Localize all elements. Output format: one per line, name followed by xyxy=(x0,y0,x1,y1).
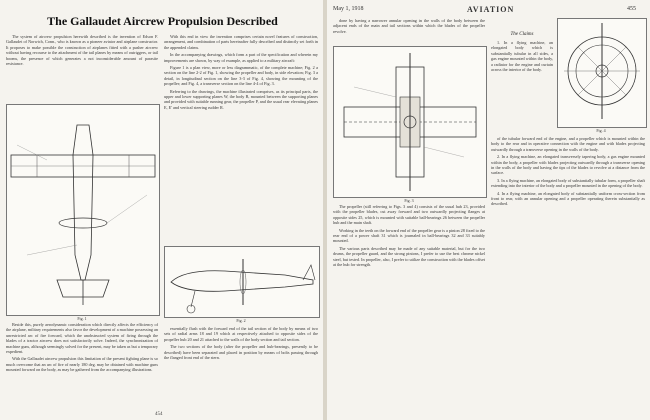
right-column-2-top xyxy=(491,40,553,132)
left-column-1-lower xyxy=(6,322,158,414)
paragraph: With this end in view the invention comprises certain novel features of construction, arrangement, and combination of parts hereinafter fully described and distinctly set forth in the appended claims. xyxy=(164,34,318,50)
paragraph: Working in the teeth on the forward end of the propeller gear is a pinion 28 fixed to the rear end of a power shaft 31 which is journaled in ball-bearings 32 and 33 suitably mounted. xyxy=(333,227,485,244)
figure-3-drawing xyxy=(334,47,486,197)
figure-2-drawing xyxy=(165,247,319,317)
header-title: AVIATION xyxy=(467,5,515,14)
article-title: The Gallaudet Aircrew Propulsion Described xyxy=(47,14,278,28)
header-page-number: 455 xyxy=(627,6,636,12)
paragraph: The various parts described may be made of any suitable material, but for the two drums, the propeller guard, and the strong pinions, I prefer to use the best chrome nickel steel, but tested. In propeller, also, I prefer to utilize the construction with the blades offset at the hub for strength. xyxy=(333,245,485,268)
paragraph: Referring to the drawings, the machine illustrated comprises, as its principal parts, the upper and lower supporting planes W, the body B, mounted between the supporting planes and provided with suitable running gear, the propeller P, and the usual rear elevating planes E, E' and vertical steering rudder R. xyxy=(164,88,318,110)
right-column-2-lower xyxy=(491,136,645,412)
figure-2-side-elevation xyxy=(164,246,320,318)
figure-3-longitudinal-section xyxy=(333,46,487,198)
figure-4-drawing xyxy=(558,19,646,127)
figure-1-plan-view xyxy=(6,104,160,316)
paragraph: Figure 1 is a plan view, more or less diagrammatic, of the complete machine; Fig. 2 a section on the line 2-2 of Fig. 1, showing the propeller and body, in side elevation; Fig. 3 a detail, in longitudinal section on the line 3-3 of Fig. 4, showing the mounting of the propeller; and Fig. 4, a transverse section on the line 4-4 of Fig. 3. xyxy=(164,65,318,87)
paragraph: 3. In a flying machine, an elongated body of substantially tubular form, a propeller shaft extending into the interior of the body and a propeller mounted in the opening of the body. xyxy=(491,177,645,189)
figure-3-caption: Fig. 3 xyxy=(404,198,414,203)
paragraph: The system of aircrew propulsion herewith described is the invention of Edson F. Gallaudet of Norwich, Conn., who is known as a pioneer aviator and airplane constructor. It proposes to make possible the construction of airplanes fitted with a pusher aircrew without having recourse to the attachment of the tail planes by means of outriggers, or tail booms, the presence of which generates a not inconsiderable amount of parasite resistance. xyxy=(6,34,158,67)
figure-4-transverse-section xyxy=(557,18,647,128)
paragraph: 1. In a flying machine, an elongated body which is substantially tubular in all sides, a gas engine mounted within the body, a radiator for the engine and curtain across the interior of the body. xyxy=(491,40,553,73)
figure-1-drawing xyxy=(7,105,159,315)
paragraph: In the accompanying drawings, which form a part of the specification and wherein my improvements are shown, by way of example, as applied to a military aircraft: xyxy=(164,52,318,63)
paragraph: of the tubular forward end of the engine, and a propeller which is mounted within the body to the rear and in operative connection with the engine and with blades projecting outwardly through a transverse opening in the walls of the body. xyxy=(491,136,645,152)
right-column-1-top xyxy=(333,18,485,44)
paragraph: 4. In a flying machine, an elongated body of substantially uniform cross-section from front to rear, with an annular opening and a propeller operating therein substantially as described. xyxy=(491,190,645,207)
figure-1-caption: Fig. 1 xyxy=(77,316,87,321)
paragraph: The propeller (still referring to Figs. 3 and 4) consists of the usual hub 23, provided with the propeller blades, cut away forward and two outwardly projecting flanges at opposite sides 25, which is mounted with suitable ball-bearings 26 between the propeller hub and the main shaft. xyxy=(333,204,485,226)
paragraph: done by having a narrower annular opening in the walls of the body between the adjacent ends of the main and tail sections within which the blades of the propeller revolve. xyxy=(333,18,485,34)
header-date: May 1, 1918 xyxy=(333,6,364,12)
paragraph: With the Gallaudet aircrew propulsion this limitation of the present fighting plane is so much overcome that an arc of fire of nearly 180 deg. may be obtained with machine guns mounted forward on the body, as may be gathered from the accompanying illustrations. xyxy=(6,356,158,373)
figure-2-caption: Fig. 2 xyxy=(236,318,246,323)
right-page xyxy=(327,0,650,420)
right-column-1-lower xyxy=(333,204,485,412)
left-page xyxy=(0,0,323,420)
left-column-2-lower xyxy=(164,326,318,412)
left-column-2 xyxy=(164,34,318,244)
figure-4-caption: Fig. 4 xyxy=(596,128,606,133)
paragraph: 2. In a flying machine, an elongated transversely tapering body, a gas engine mounted within the body, a propeller with blades projecting outwardly through a transverse opening in the walls of the body and having the tips of the blades to revolve at a distance from the surface. xyxy=(491,154,645,176)
claims-heading: The Claims xyxy=(510,32,534,37)
paragraph: essentially flush with the forward end of the tail section of the body by means of two sets of radial arms 18 and 19 which at respectively attached to opposite sides of the propeller hub 20 and 21 attached to the walls of the body section and tail section. xyxy=(164,326,318,342)
paragraph: Beside this, purely aerodynamic consideration which directly affects the efficiency of the airplane, military requirements also favor the development of a machine possessing an unrestricted arc of fire forward, which the unobstructed system of firing through the blades of a tractor aircrew does not satisfactorily solve. Indeed, the synchronization of machine guns, although seemingly solved for the present, may be taken as but a temporary expedient. xyxy=(6,322,158,355)
page-number: 454 xyxy=(155,412,163,417)
paragraph: The two sections of the body (after the propeller and hub-bearings, presently to be described) have been separated and placed in position by means of bolts passing through the flanged front end of the stern. xyxy=(164,344,318,361)
